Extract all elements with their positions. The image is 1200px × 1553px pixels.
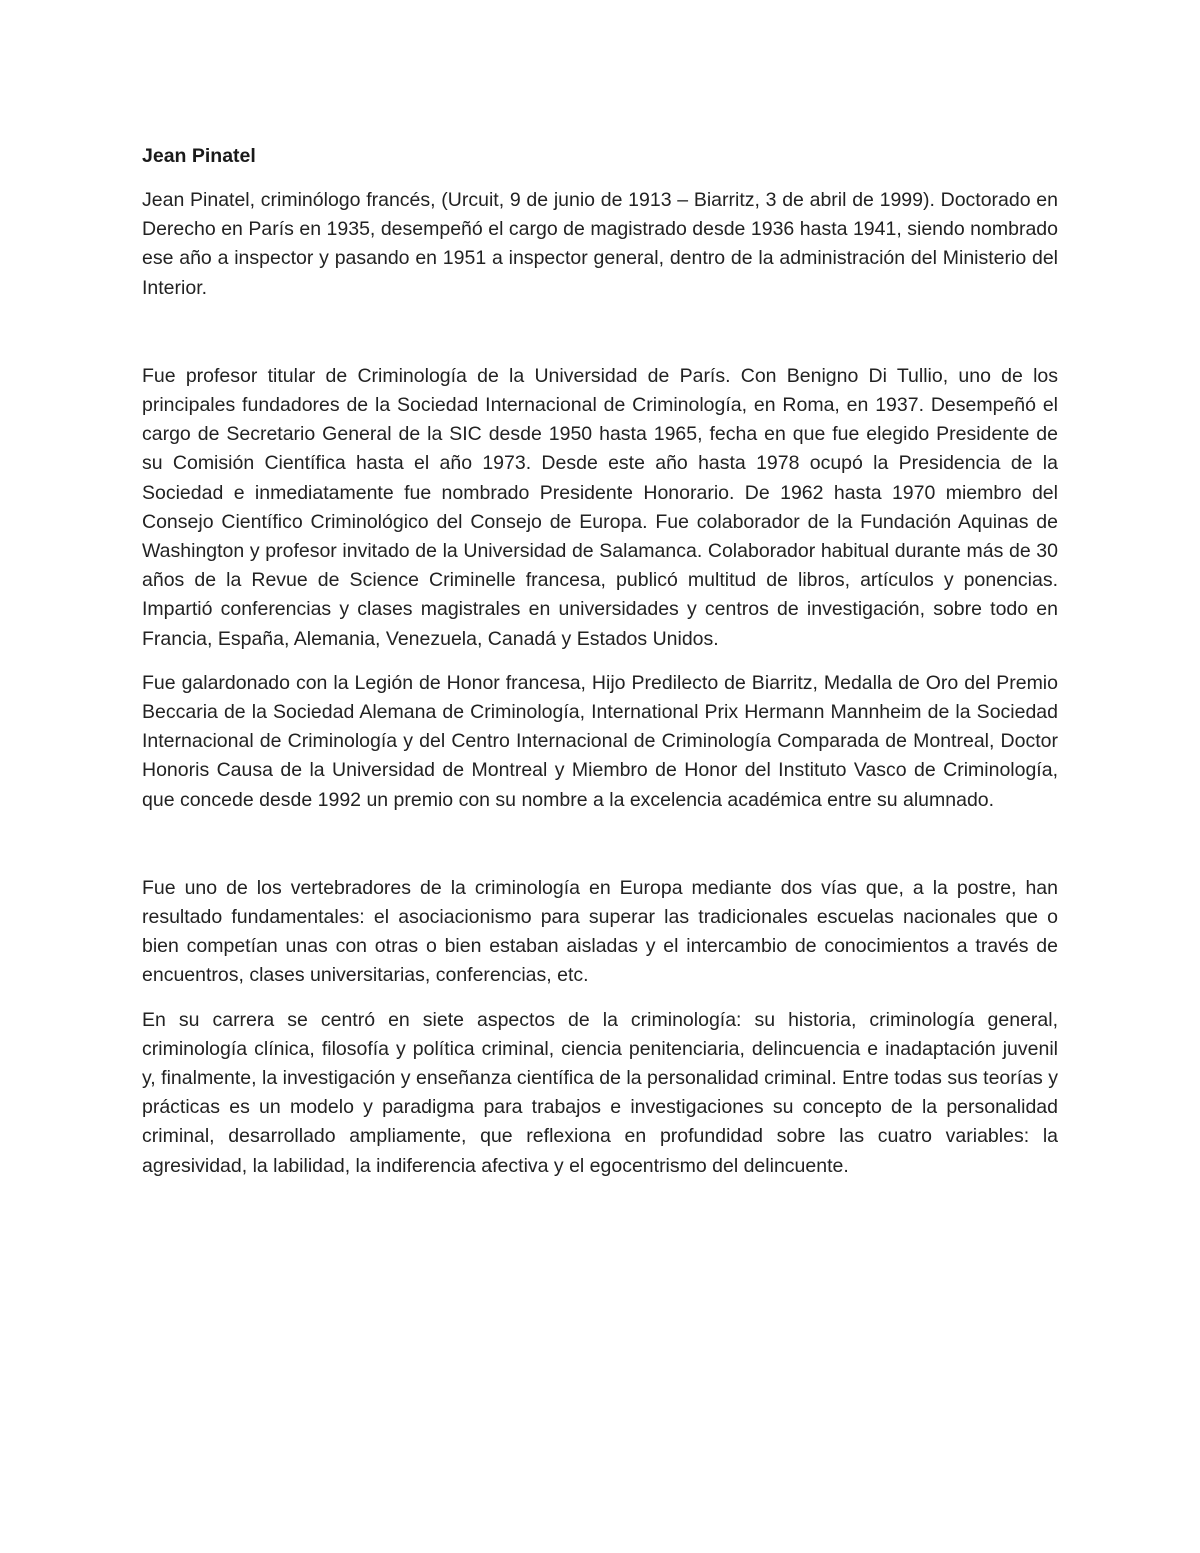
document-body <box>142 142 1058 1196</box>
paragraph-focus-areas: En su carrera se centró en siete aspectos de la criminología: su historia, criminología general, criminología clínica, filosofía y política criminal, ciencia penitenciaria, delincuencia e inadaptación juvenil y, finalmente, la investigación y enseñanza científica de la personalidad criminal. Entre todas sus teorías y prácticas es un modelo y paradigma para trabajos e investigaciones su concepto de la personalidad criminal, desarrollado ampliamente, que reflexiona en profundidad sobre las cuatro variables: la agresividad, la labilidad, la indiferencia afectiva y el egocentrismo del delincuente. <box>142 1008 1058 1177</box>
paragraph-legacy: Fue uno de los vertebradores de la criminología en Europa mediante dos vías que, a la postre, han resultado fundamentales: el asociacionismo para superar las tradicionales escuelas nacionales que o bien competían unas con otras o bien estaban aisladas y el intercambio de conocimientos a través de encuentros, clases universitarias, conferencias, etc. <box>142 876 1058 987</box>
paragraph-intro: Jean Pinatel, criminólogo francés, (Urcuit, 9 de junio de 1913 – Biarritz, 3 de abril de 1999). Doctorado en Derecho en París en 1935, desempeñó el cargo de magistrado desde 1936 hasta 1941, siendo nombrado ese año a inspector y pasando en 1951 a inspector general, dentro de la administración del Ministerio del Interior. <box>142 189 1058 299</box>
paragraph-awards: Fue galardonado con la Legión de Honor francesa, Hijo Predilecto de Biarritz, Medalla de Oro del Premio Beccaria de la Sociedad Alemana de Criminología, International Prix Hermann Mannheim de la Sociedad Internacional de Criminología y del Centro Internacional de Criminología Comparada de Montreal, Doctor Honoris Causa de la Universidad de Montreal y Miembro de Honor del Instituto Vasco de Criminología, que concede desde 1992 un premio con su nombre a la excelencia académica entre su alumnado. <box>142 671 1058 811</box>
document-title: Jean Pinatel <box>142 145 256 167</box>
paragraph-gap <box>142 830 1058 874</box>
paragraph-career: Fue profesor titular de Criminología de la Universidad de París. Con Benigno Di Tullio, uno de los principales fundadores de la Sociedad Internacional de Criminología, en Roma, en 1937. Desempeñó el cargo de Secretario General de la SIC desde 1950 hasta 1965, fecha en que fue elegido Presidente de su Comisión Científica hasta el año 1973. Desde este año hasta 1978 ocupó la Presidencia de la Sociedad e inmediatamente fue nombrado Presidente Honorario. De 1962 hasta 1970 miembro del Consejo Científico Criminológico del Consejo de Europa. Fue colaborador de la Fundación Aquinas de Washington y profesor invitado de la Universidad de Salamanca. Colaborador habitual durante más de 30 años de la Revue de Science Criminelle francesa, publicó multitud de libros, artículos y ponencias. Impartió conferencias y clases magistrales en universidades y centros de investigación, sobre todo en Francia, España, Alemania, Venezuela, Canadá y Estados Unidos. <box>142 364 1058 650</box>
paragraph-gap <box>142 318 1058 362</box>
